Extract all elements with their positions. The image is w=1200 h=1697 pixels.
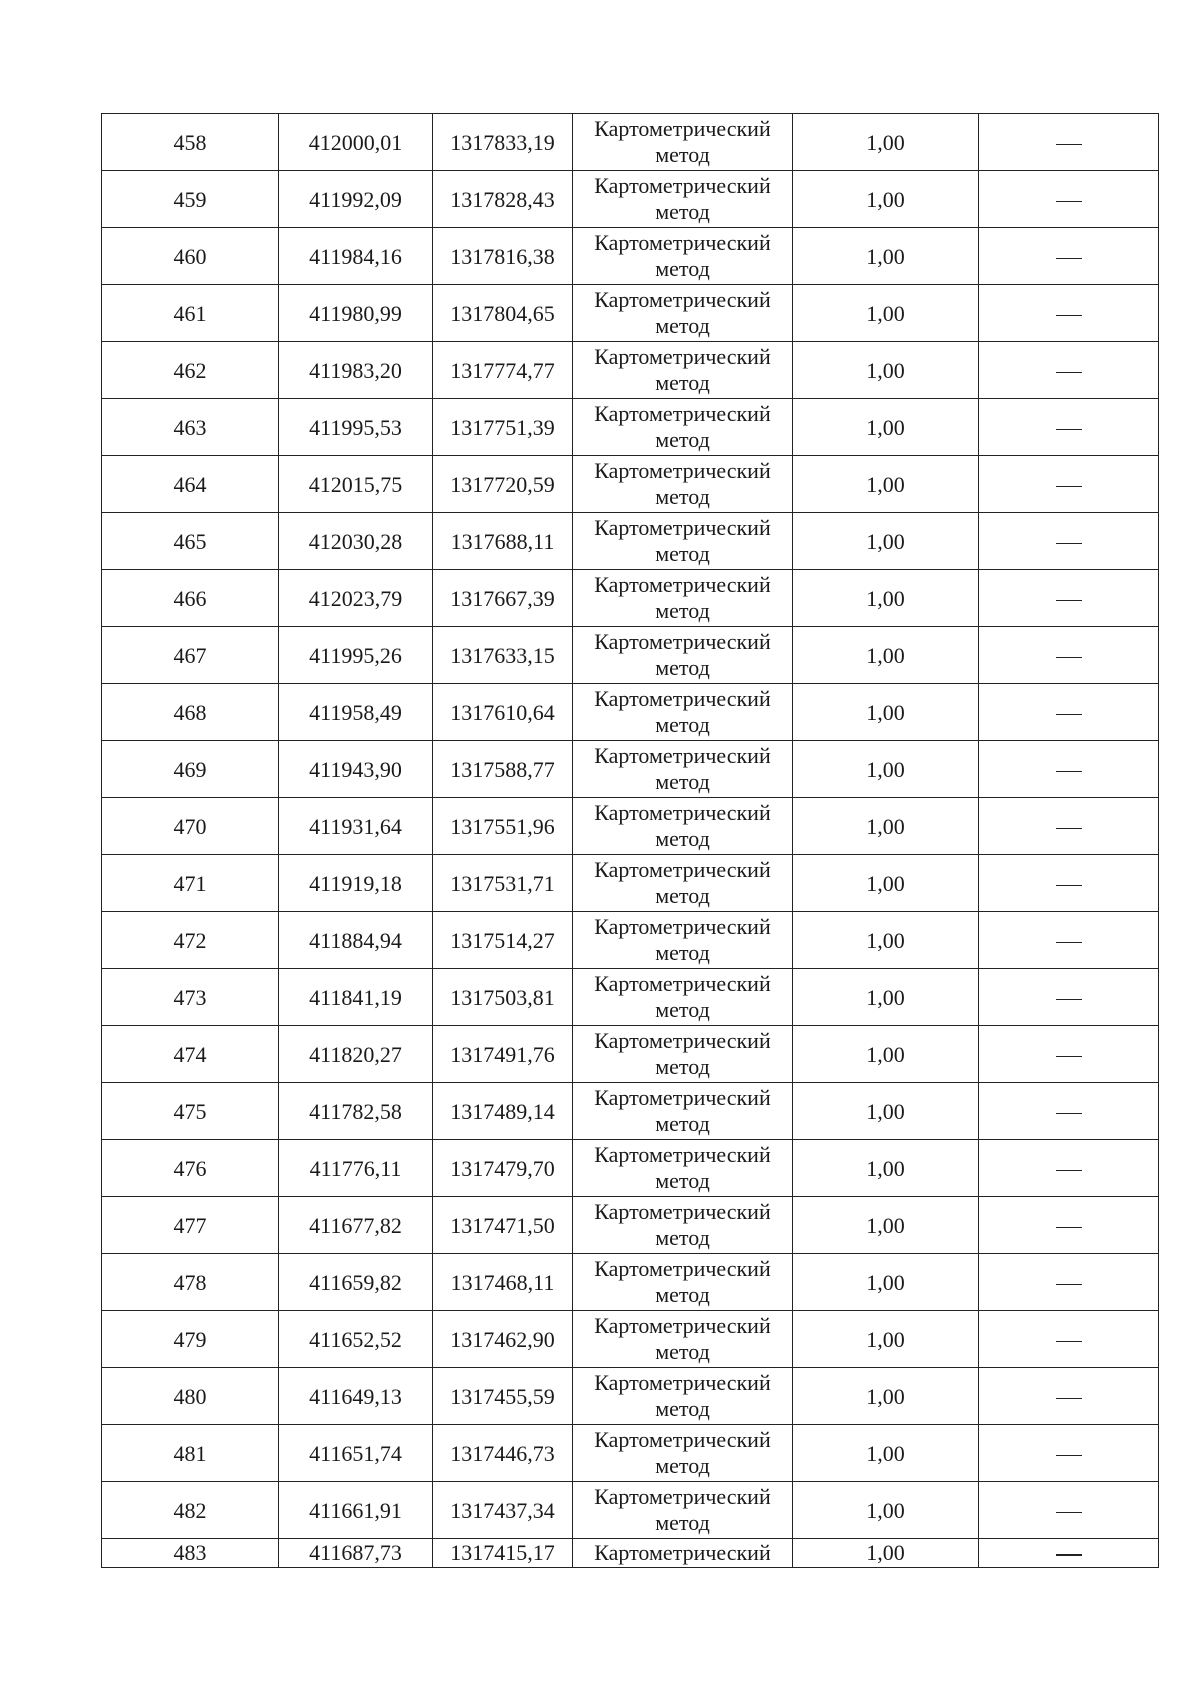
- table-row: [102, 627, 1159, 684]
- precision-cell: 1,00: [793, 741, 979, 798]
- table-row: [102, 114, 1159, 171]
- precision-cell: 1,00: [793, 1254, 979, 1311]
- precision-cell: 1,00: [793, 1083, 979, 1140]
- precision-cell: 1,00: [793, 456, 979, 513]
- method-cell: Картометрический метод: [573, 798, 793, 855]
- note-cell: [979, 1425, 1159, 1482]
- note-cell: [979, 684, 1159, 741]
- table-row: [102, 399, 1159, 456]
- note-cell: [979, 969, 1159, 1026]
- table-row: [102, 1425, 1159, 1482]
- precision-cell: 1,00: [793, 1368, 979, 1425]
- note-cell: [979, 1197, 1159, 1254]
- point-number-cell: 459: [102, 171, 279, 228]
- table-row: [102, 1026, 1159, 1083]
- precision-cell: 1,00: [793, 513, 979, 570]
- precision-cell: 1,00: [793, 684, 979, 741]
- method-cell: Картометрический метод: [573, 342, 793, 399]
- y-coordinate-cell: 1317531,71: [433, 855, 573, 912]
- dash-mark: [1056, 657, 1082, 659]
- point-number-cell: 478: [102, 1254, 279, 1311]
- dash-mark: [1056, 1554, 1082, 1556]
- point-number-cell: 480: [102, 1368, 279, 1425]
- y-coordinate-cell: 1317503,81: [433, 969, 573, 1026]
- table-row: [102, 969, 1159, 1026]
- method-cell: Картометрический метод: [573, 1482, 793, 1539]
- x-coordinate-cell: 411820,27: [279, 1026, 433, 1083]
- method-cell: Картометрический метод: [573, 969, 793, 1026]
- note-cell: [979, 570, 1159, 627]
- x-coordinate-cell: 411919,18: [279, 855, 433, 912]
- y-coordinate-cell: 1317437,34: [433, 1482, 573, 1539]
- precision-cell: 1,00: [793, 798, 979, 855]
- y-coordinate-cell: 1317610,64: [433, 684, 573, 741]
- note-cell: [979, 285, 1159, 342]
- y-coordinate-cell: 1317688,11: [433, 513, 573, 570]
- precision-cell: 1,00: [793, 627, 979, 684]
- point-number-cell: 473: [102, 969, 279, 1026]
- dash-mark: [1056, 1284, 1082, 1286]
- x-coordinate-cell: 411995,53: [279, 399, 433, 456]
- dash-mark: [1056, 1227, 1082, 1229]
- method-cell: Картометрический метод: [573, 1140, 793, 1197]
- dash-mark: [1056, 372, 1082, 374]
- y-coordinate-cell: 1317514,27: [433, 912, 573, 969]
- table-row: [102, 1368, 1159, 1425]
- x-coordinate-cell: 411649,13: [279, 1368, 433, 1425]
- dash-mark: [1056, 1113, 1082, 1115]
- table-row: [102, 1083, 1159, 1140]
- table-row: [102, 741, 1159, 798]
- x-coordinate-cell: 411931,64: [279, 798, 433, 855]
- point-number-cell: 474: [102, 1026, 279, 1083]
- method-cell: Картометрический метод: [573, 1026, 793, 1083]
- method-cell: Картометрический метод: [573, 1083, 793, 1140]
- dash-mark: [1056, 828, 1082, 830]
- method-cell: Картометрический метод: [573, 456, 793, 513]
- x-coordinate-cell: 411652,52: [279, 1311, 433, 1368]
- x-coordinate-cell: 412000,01: [279, 114, 433, 171]
- point-number-cell: 465: [102, 513, 279, 570]
- note-cell: [979, 1368, 1159, 1425]
- note-cell: [979, 1254, 1159, 1311]
- note-cell: [979, 513, 1159, 570]
- table-row: [102, 456, 1159, 513]
- y-coordinate-cell: 1317468,11: [433, 1254, 573, 1311]
- note-cell: [979, 456, 1159, 513]
- point-number-cell: 470: [102, 798, 279, 855]
- precision-cell: 1,00: [793, 1140, 979, 1197]
- point-number-cell: 481: [102, 1425, 279, 1482]
- x-coordinate-cell: 411983,20: [279, 342, 433, 399]
- x-coordinate-cell: 411651,74: [279, 1425, 433, 1482]
- precision-cell: 1,00: [793, 1539, 979, 1568]
- method-cell: Картометрический метод: [573, 741, 793, 798]
- note-cell: [979, 1539, 1159, 1568]
- precision-cell: 1,00: [793, 171, 979, 228]
- coordinates-table-body: [102, 114, 1159, 1568]
- method-cell: Картометрический метод: [573, 570, 793, 627]
- point-number-cell: 458: [102, 114, 279, 171]
- method-cell: Картометрический метод: [573, 684, 793, 741]
- method-cell: Картометрический метод: [573, 171, 793, 228]
- note-cell: [979, 798, 1159, 855]
- note-cell: [979, 171, 1159, 228]
- table-row: [102, 1140, 1159, 1197]
- x-coordinate-cell: 411984,16: [279, 228, 433, 285]
- table-row: [102, 1311, 1159, 1368]
- point-number-cell: 479: [102, 1311, 279, 1368]
- precision-cell: 1,00: [793, 342, 979, 399]
- point-number-cell: 468: [102, 684, 279, 741]
- x-coordinate-cell: 411958,49: [279, 684, 433, 741]
- y-coordinate-cell: 1317588,77: [433, 741, 573, 798]
- point-number-cell: 462: [102, 342, 279, 399]
- method-cell: Картометрический метод: [573, 1254, 793, 1311]
- method-cell: Картометрический метод: [573, 1311, 793, 1368]
- note-cell: [979, 855, 1159, 912]
- y-coordinate-cell: 1317828,43: [433, 171, 573, 228]
- precision-cell: 1,00: [793, 114, 979, 171]
- y-coordinate-cell: 1317774,77: [433, 342, 573, 399]
- precision-cell: 1,00: [793, 855, 979, 912]
- y-coordinate-cell: 1317489,14: [433, 1083, 573, 1140]
- method-cell: Картометрический метод: [573, 855, 793, 912]
- precision-cell: 1,00: [793, 969, 979, 1026]
- dash-mark: [1056, 543, 1082, 545]
- y-coordinate-cell: 1317751,39: [433, 399, 573, 456]
- table-row: [102, 912, 1159, 969]
- point-number-cell: 475: [102, 1083, 279, 1140]
- dash-mark: [1056, 1455, 1082, 1457]
- note-cell: [979, 1482, 1159, 1539]
- y-coordinate-cell: 1317462,90: [433, 1311, 573, 1368]
- dash-mark: [1056, 144, 1082, 146]
- dash-mark: [1056, 486, 1082, 488]
- y-coordinate-cell: 1317804,65: [433, 285, 573, 342]
- y-coordinate-cell: 1317633,15: [433, 627, 573, 684]
- y-coordinate-cell: 1317479,70: [433, 1140, 573, 1197]
- dash-mark: [1056, 1341, 1082, 1343]
- dash-mark: [1056, 1398, 1082, 1400]
- precision-cell: 1,00: [793, 399, 979, 456]
- dash-mark: [1056, 258, 1082, 260]
- dash-mark: [1056, 942, 1082, 944]
- note-cell: [979, 228, 1159, 285]
- point-number-cell: 469: [102, 741, 279, 798]
- y-coordinate-cell: 1317455,59: [433, 1368, 573, 1425]
- x-coordinate-cell: 412030,28: [279, 513, 433, 570]
- table-row: [102, 228, 1159, 285]
- x-coordinate-cell: 411841,19: [279, 969, 433, 1026]
- dash-mark: [1056, 885, 1082, 887]
- x-coordinate-cell: 412023,79: [279, 570, 433, 627]
- point-number-cell: 461: [102, 285, 279, 342]
- table-row: [102, 342, 1159, 399]
- table-row: [102, 798, 1159, 855]
- coordinates-table: [101, 113, 1159, 1568]
- precision-cell: 1,00: [793, 912, 979, 969]
- dash-mark: [1056, 771, 1082, 773]
- dash-mark: [1056, 315, 1082, 317]
- note-cell: [979, 1026, 1159, 1083]
- x-coordinate-cell: 411661,91: [279, 1482, 433, 1539]
- precision-cell: 1,00: [793, 285, 979, 342]
- x-coordinate-cell: 411659,82: [279, 1254, 433, 1311]
- table-row: [102, 171, 1159, 228]
- method-cell: Картометрический метод: [573, 627, 793, 684]
- precision-cell: 1,00: [793, 1425, 979, 1482]
- method-cell: Картометрический: [573, 1539, 793, 1568]
- table-row: [102, 1254, 1159, 1311]
- x-coordinate-cell: 411980,99: [279, 285, 433, 342]
- y-coordinate-cell: 1317471,50: [433, 1197, 573, 1254]
- point-number-cell: 464: [102, 456, 279, 513]
- table-row: [102, 1539, 1159, 1568]
- method-cell: Картометрический метод: [573, 1368, 793, 1425]
- table-row: [102, 1482, 1159, 1539]
- y-coordinate-cell: 1317816,38: [433, 228, 573, 285]
- x-coordinate-cell: 411995,26: [279, 627, 433, 684]
- note-cell: [979, 627, 1159, 684]
- x-coordinate-cell: 411943,90: [279, 741, 433, 798]
- dash-mark: [1056, 1170, 1082, 1172]
- table-row: [102, 513, 1159, 570]
- dash-mark: [1056, 429, 1082, 431]
- y-coordinate-cell: 1317667,39: [433, 570, 573, 627]
- method-cell: Картометрический метод: [573, 114, 793, 171]
- note-cell: [979, 741, 1159, 798]
- method-cell: Картометрический метод: [573, 228, 793, 285]
- dash-mark: [1056, 201, 1082, 203]
- precision-cell: 1,00: [793, 1311, 979, 1368]
- point-number-cell: 476: [102, 1140, 279, 1197]
- x-coordinate-cell: 412015,75: [279, 456, 433, 513]
- point-number-cell: 482: [102, 1482, 279, 1539]
- note-cell: [979, 399, 1159, 456]
- precision-cell: 1,00: [793, 228, 979, 285]
- method-cell: Картометрический метод: [573, 285, 793, 342]
- note-cell: [979, 912, 1159, 969]
- note-cell: [979, 1140, 1159, 1197]
- point-number-cell: 460: [102, 228, 279, 285]
- dash-mark: [1056, 1056, 1082, 1058]
- precision-cell: 1,00: [793, 570, 979, 627]
- dash-mark: [1056, 714, 1082, 716]
- note-cell: [979, 1311, 1159, 1368]
- point-number-cell: 467: [102, 627, 279, 684]
- method-cell: Картометрический метод: [573, 912, 793, 969]
- table-row: [102, 1197, 1159, 1254]
- note-cell: [979, 1083, 1159, 1140]
- table-row: [102, 855, 1159, 912]
- x-coordinate-cell: 411687,73: [279, 1539, 433, 1568]
- method-cell: Картометрический метод: [573, 1425, 793, 1482]
- point-number-cell: 472: [102, 912, 279, 969]
- table-row: [102, 684, 1159, 741]
- table-row: [102, 285, 1159, 342]
- point-number-cell: 463: [102, 399, 279, 456]
- point-number-cell: 466: [102, 570, 279, 627]
- precision-cell: 1,00: [793, 1197, 979, 1254]
- method-cell: Картометрический метод: [573, 513, 793, 570]
- method-cell: Картометрический метод: [573, 399, 793, 456]
- x-coordinate-cell: 411776,11: [279, 1140, 433, 1197]
- dash-mark: [1056, 1512, 1082, 1514]
- y-coordinate-cell: 1317491,76: [433, 1026, 573, 1083]
- y-coordinate-cell: 1317446,73: [433, 1425, 573, 1482]
- x-coordinate-cell: 411782,58: [279, 1083, 433, 1140]
- y-coordinate-cell: 1317551,96: [433, 798, 573, 855]
- x-coordinate-cell: 411884,94: [279, 912, 433, 969]
- method-cell: Картометрический метод: [573, 1197, 793, 1254]
- y-coordinate-cell: 1317833,19: [433, 114, 573, 171]
- point-number-cell: 477: [102, 1197, 279, 1254]
- dash-mark: [1056, 999, 1082, 1001]
- note-cell: [979, 114, 1159, 171]
- y-coordinate-cell: 1317720,59: [433, 456, 573, 513]
- point-number-cell: 483: [102, 1539, 279, 1568]
- y-coordinate-cell: 1317415,17: [433, 1539, 573, 1568]
- note-cell: [979, 342, 1159, 399]
- x-coordinate-cell: 411992,09: [279, 171, 433, 228]
- precision-cell: 1,00: [793, 1482, 979, 1539]
- x-coordinate-cell: 411677,82: [279, 1197, 433, 1254]
- precision-cell: 1,00: [793, 1026, 979, 1083]
- dash-mark: [1056, 600, 1082, 602]
- table-row: [102, 570, 1159, 627]
- point-number-cell: 471: [102, 855, 279, 912]
